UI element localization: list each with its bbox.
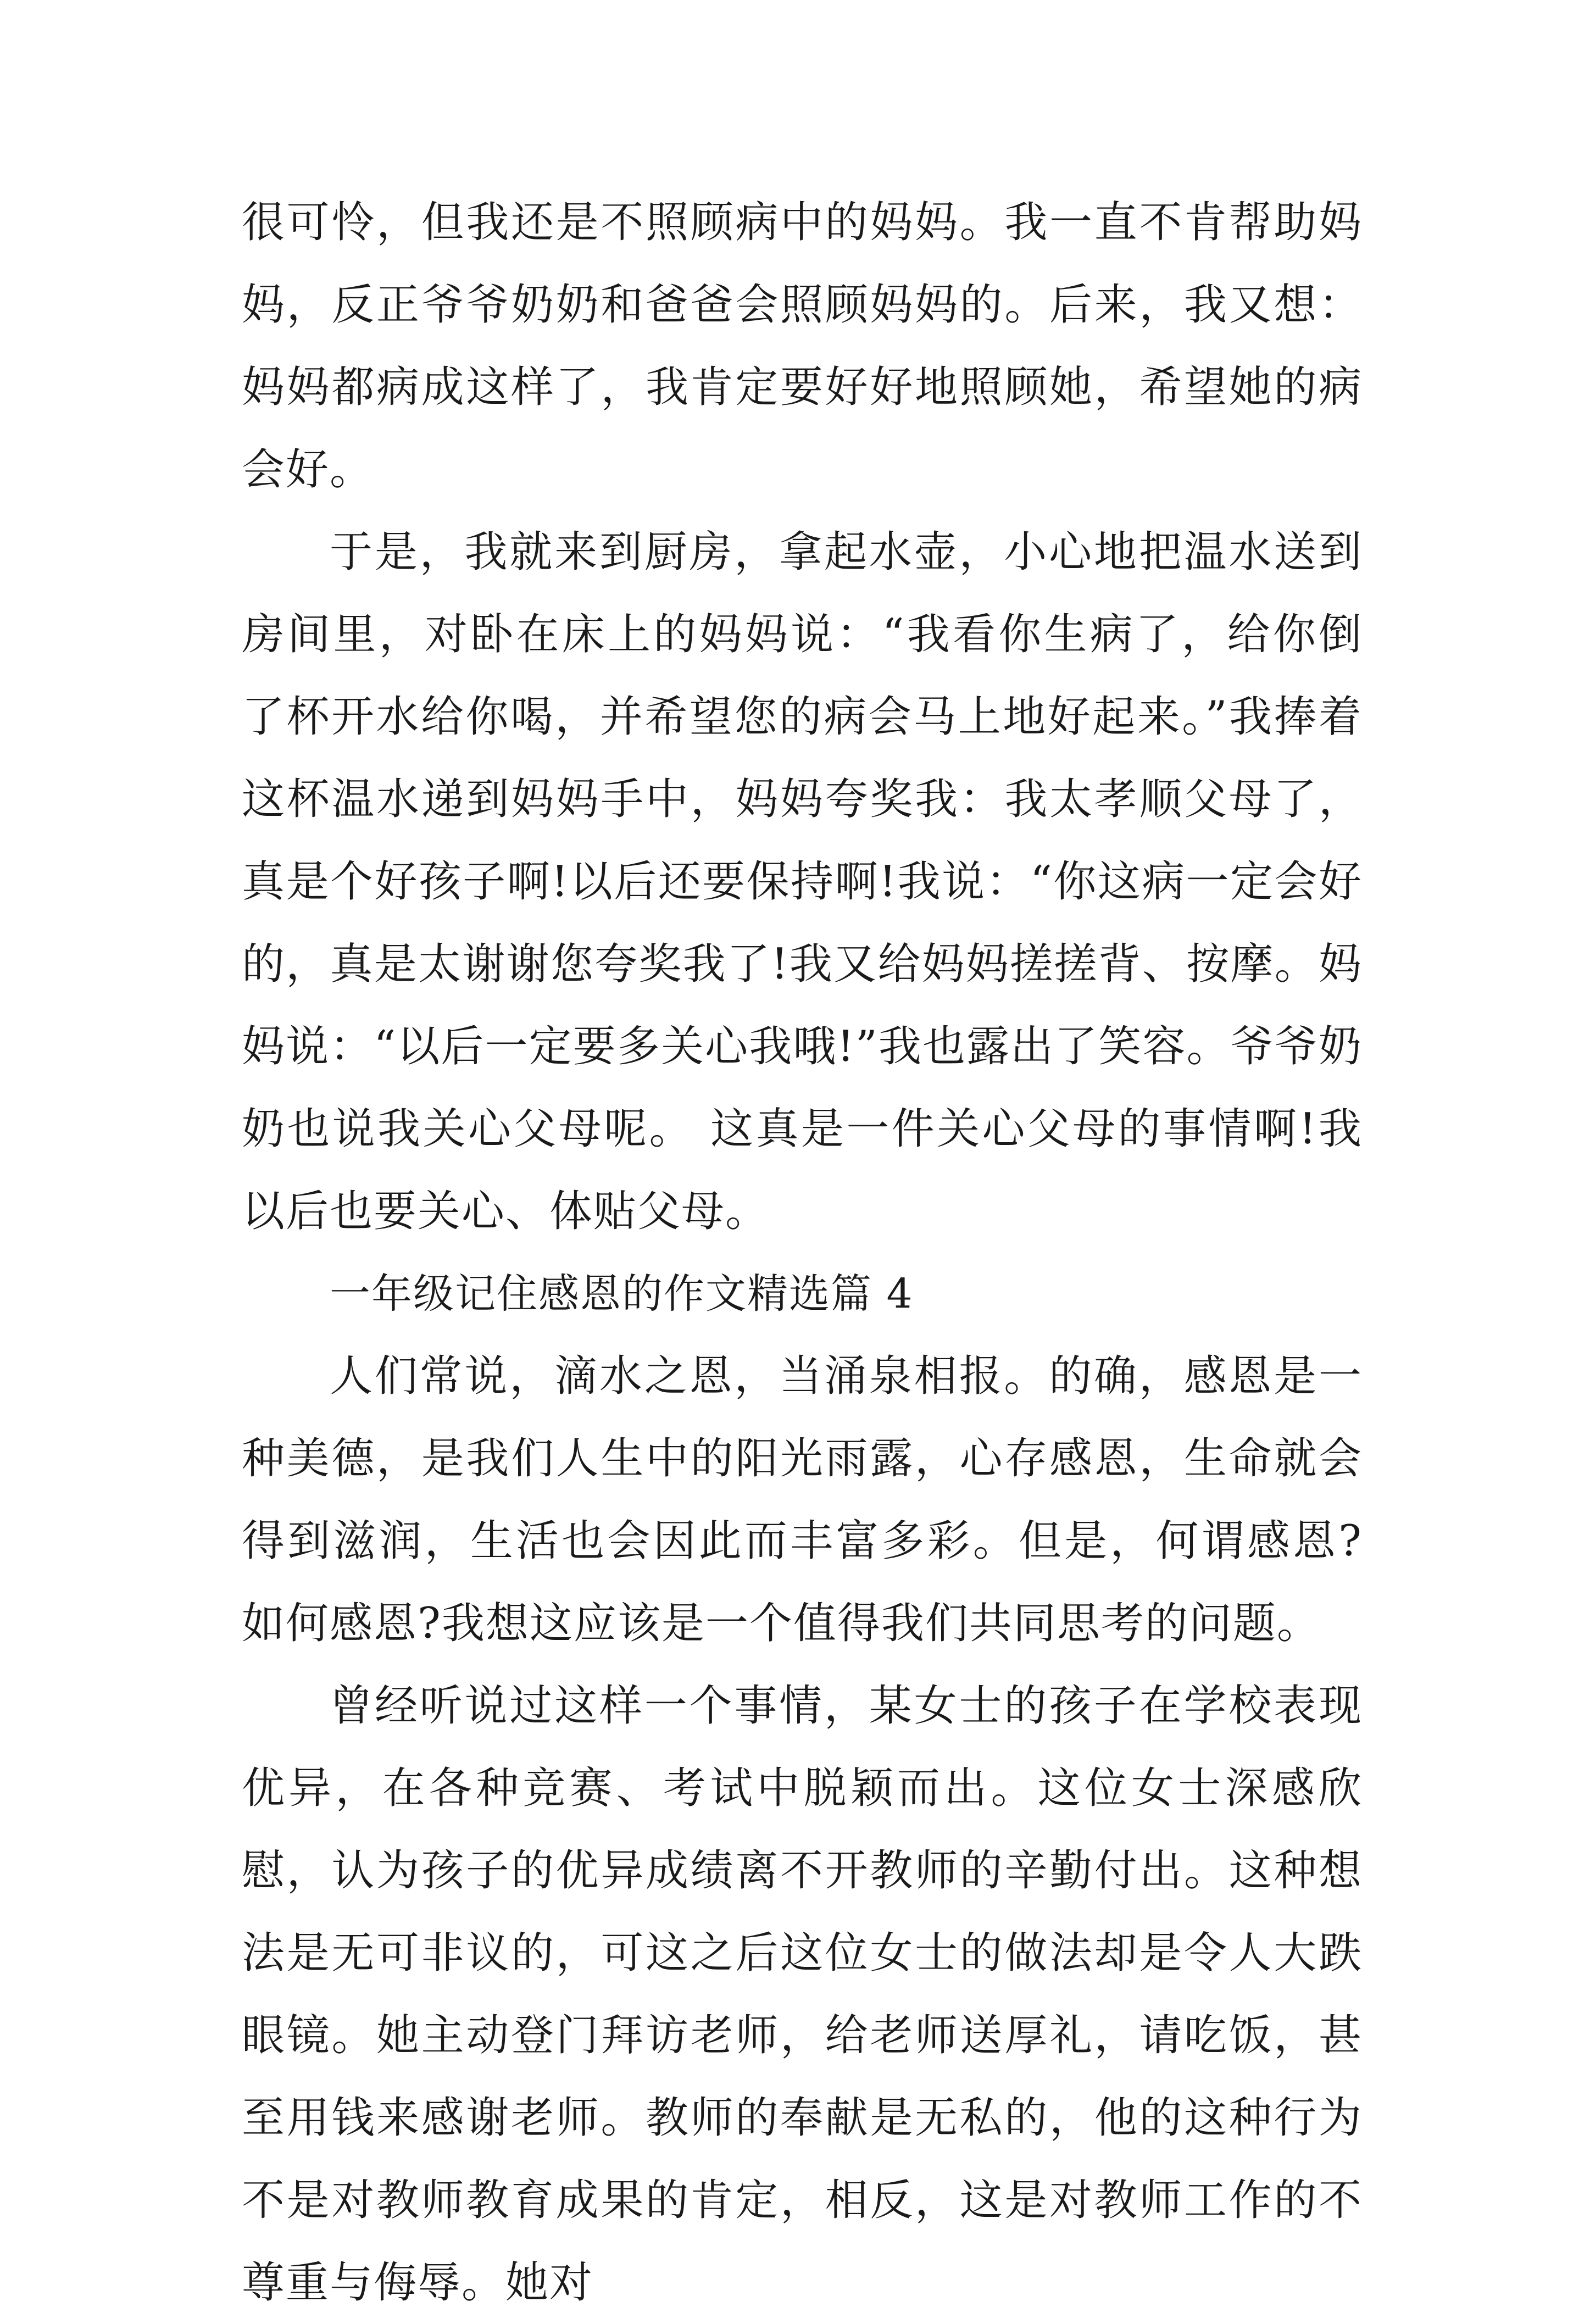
paragraph-3: 人们常说，滴水之恩，当涌泉相报。的确，感恩是一种美德，是我们人生中的阳光雨露，心存感恩，生命就会得到滋润，生活也会因此而丰富多彩。但是，何谓感恩?如何感恩?我想这应该是一个值得我们共同思考的问题。: [242, 1352, 1363, 1648]
paragraph-2: 于是，我就来到厨房，拿起水壶，小心地把温水送到房间里，对卧在床上的妈妈说：“我看你生病了，给你倒了杯开水给你喝，并希望您的病会马上地好起来。”我捧着这杯温水递到妈妈手中，妈妈夸奖我：我太孝顺父母了，真是个好孩子啊!以后还要保持啊!我说：“你这病一定会好的，真是太谢谢您夸奖我了!我又给妈妈搓搓背、按摩。妈妈说：“以后一定要多关心我哦!”我也露出了笑容。爷爷奶奶也说我关心父母呢。 这真是一件关心父母的事情啊!我以后也要关心、体贴父母。: [242, 527, 1363, 1236]
paragraph-4: 曾经听说过这样一个事情，某女士的孩子在学校表现优异，在各种竞赛、考试中脱颖而出。这位女士深感欣慰，认为孩子的优异成绩离不开教师的辛勤付出。这种想法是无可非议的，可这之后这位女士的做法却是令人大跌眼镜。她主动登门拜访老师，给老师送厚礼，请吃饭，甚至用钱来感谢老师。教师的奉献是无私的，他的这种行为不是对教师教育成果的肯定，相反，这是对教师工作的不尊重与侮辱。她对: [242, 1681, 1363, 2308]
text-column: [242, 181, 1363, 2324]
section-heading: 一年级记住感恩的作文精选篇 4: [330, 1270, 914, 1317]
paragraph-1: 很可怜，但我还是不照顾病中的妈妈。我一直不肯帮助妈妈，反正爷爷奶奶和爸爸会照顾妈妈的。后来，我又想：妈妈都病成这样了，我肯定要好好地照顾她，希望她的病会好。: [242, 198, 1363, 494]
